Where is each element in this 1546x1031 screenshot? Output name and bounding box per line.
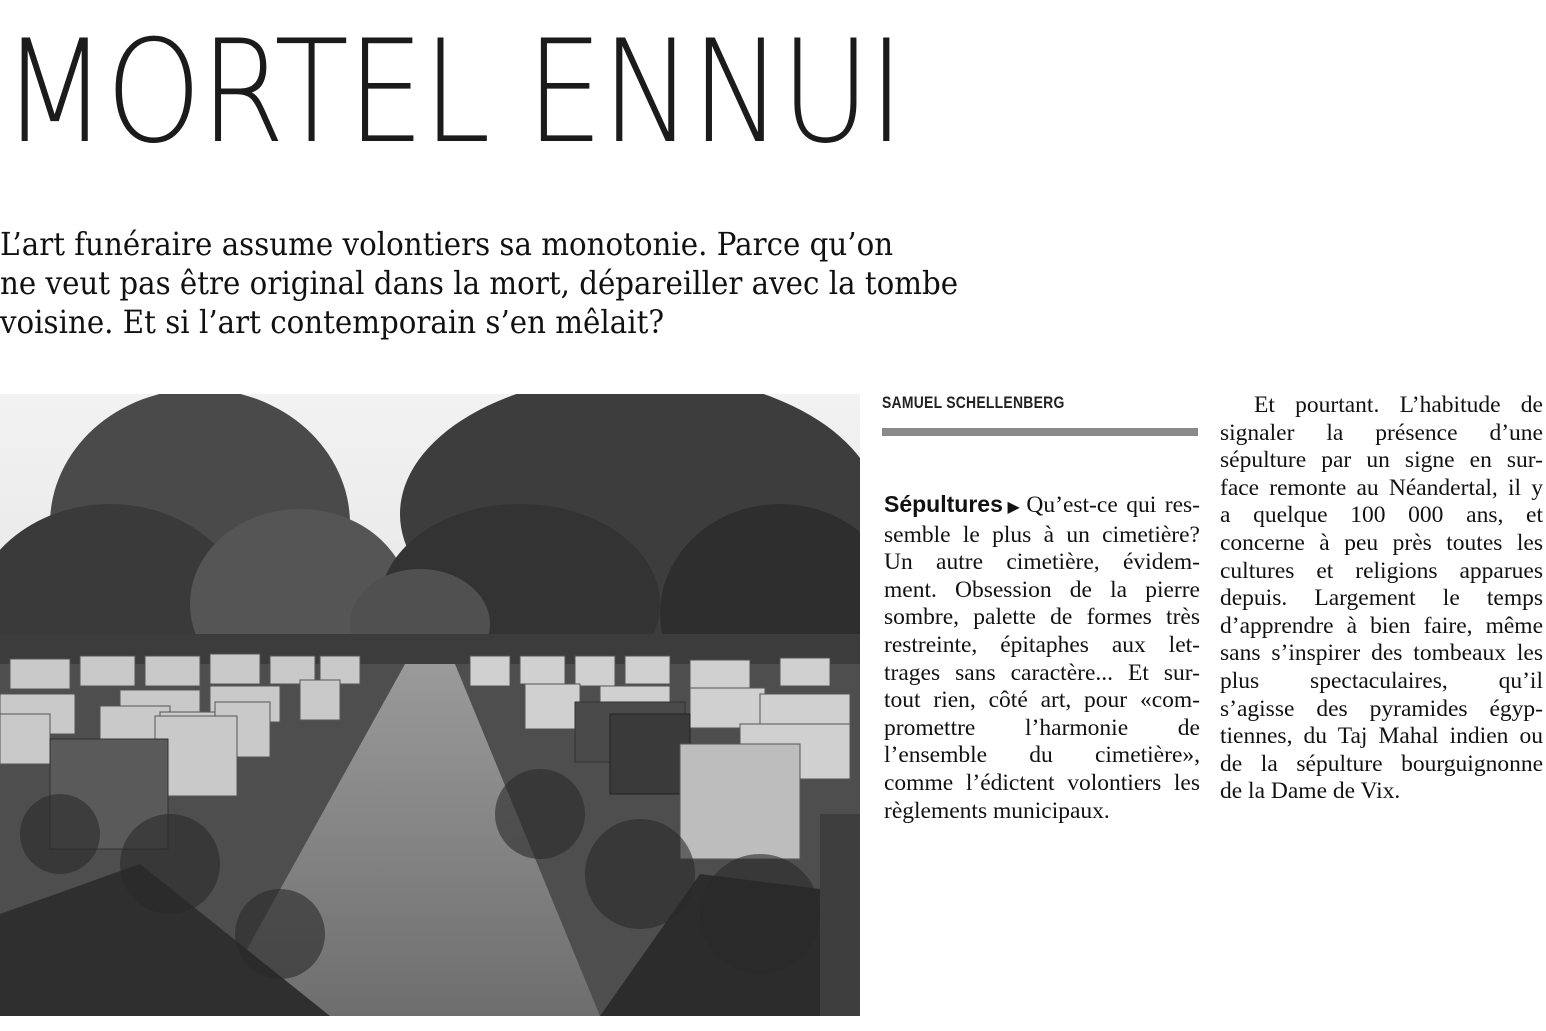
column-line: cultures et religions apparues — [1220, 557, 1543, 584]
column-line: l’ensemble du cimetière», — [884, 742, 1200, 769]
article-column-2 — [1220, 392, 1543, 806]
kicker-arrow-icon: ▶ — [1004, 499, 1023, 516]
lead-paragraph — [0, 226, 1060, 343]
column-line: a quelque 100 000 ans, et — [1220, 502, 1543, 529]
column-line: trages sans caractère... Et sur- — [884, 659, 1200, 686]
column-line: ment. Obsession de la pierre — [884, 576, 1200, 603]
headline: MORTEL ENNUI — [2, 10, 903, 175]
lead-line: voisine. Et si l’art contemporain s’en mêlait? — [0, 305, 665, 341]
column-line: promettre l’harmonie de — [884, 714, 1200, 741]
column-line: face remonte au Néandertal, il y — [1220, 474, 1543, 501]
cemetery-photo — [0, 394, 860, 1016]
article-column-1 — [884, 491, 1200, 825]
column-line: depuis. Largement le temps — [1220, 585, 1543, 612]
column-line: tiennes, du Taj Mahal indien ou — [1220, 723, 1543, 750]
column-line: comme l’édictent volontiers les — [884, 769, 1200, 796]
column-line: concerne à peu près toutes les — [1220, 529, 1543, 556]
column-line: sans s’inspirer des tombeaux les — [1220, 640, 1543, 667]
column-line — [884, 491, 1200, 522]
column-line: de la sépulture bourguignonne — [1220, 750, 1543, 777]
column-line: règlements municipaux. — [884, 797, 1110, 824]
column-line: s’agisse des pyramides égyp- — [1220, 695, 1543, 722]
lead-line: ne veut pas être original dans la mort, dépareiller avec la tombe — [0, 266, 959, 302]
column-line: de la Dame de Vix. — [1220, 778, 1401, 805]
column-line: Et pourtant. L’habitude de — [1254, 392, 1543, 418]
byline-rule — [882, 428, 1198, 436]
column-line: sépulture par un signe en sur- — [1220, 447, 1543, 474]
byline: SAMUEL SCHELLENBERG — [882, 393, 1065, 412]
column-line: restreinte, épitaphes aux let- — [884, 631, 1200, 658]
column-text: Qu’est-ce qui res- — [1026, 492, 1200, 518]
kicker: Sépultures — [884, 491, 1003, 517]
column-line: semble le plus à un cimetière? — [884, 521, 1200, 548]
lead-line: L’art funéraire assume volontiers sa monotonie. Parce qu’on — [0, 227, 894, 263]
byline-block — [882, 393, 1198, 413]
column-line: plus spectaculaires, qu’il — [1220, 667, 1543, 694]
column-line: sombre, palette de formes très — [884, 604, 1200, 631]
column-line: signaler la présence d’une — [1220, 419, 1543, 446]
column-line: d’apprendre à bien faire, même — [1220, 612, 1543, 639]
cemetery-photo-icon — [0, 394, 860, 1016]
column-line: tout rien, côté art, pour «com- — [884, 687, 1200, 714]
column-line: Un autre cimetière, évidem- — [884, 549, 1200, 576]
